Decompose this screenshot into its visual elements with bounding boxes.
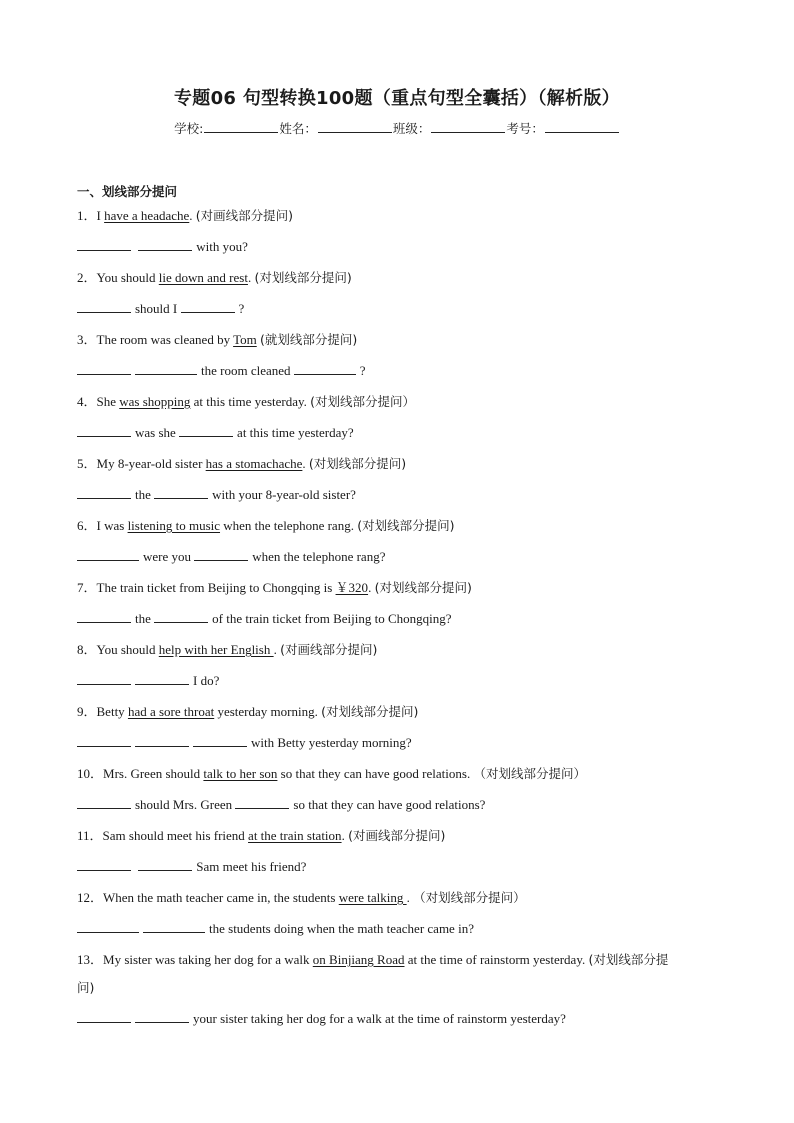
answer-1	[77, 236, 727, 267]
question-number: 8．	[77, 642, 97, 657]
answer-blank[interactable]	[77, 609, 131, 623]
instruction: (就划线部分提问)	[260, 332, 358, 347]
question-text: Betty	[96, 704, 128, 719]
underlined-phrase: listening to music	[127, 518, 221, 533]
school-blank[interactable]	[204, 120, 278, 133]
underlined-phrase: lie down and rest	[158, 270, 248, 285]
instruction: （对划线部分提问）	[413, 890, 526, 905]
answer-blank[interactable]	[193, 733, 247, 747]
instruction: (对画线部分提问)	[195, 208, 294, 223]
underlined-phrase: at the train station	[248, 828, 342, 843]
question-text: Sam should meet his friend	[102, 828, 249, 843]
answer-blank[interactable]	[77, 671, 131, 685]
answer-2	[77, 298, 727, 329]
underlined-phrase: had a sore throat	[127, 704, 215, 719]
answer-blank[interactable]	[154, 485, 208, 499]
instruction: (对画线部分提问)	[348, 828, 446, 843]
answer-blank[interactable]	[77, 237, 131, 251]
answer-text: were you	[143, 549, 192, 564]
answer-8	[77, 670, 727, 701]
answer-text: Sam meet his friend?	[196, 859, 307, 874]
question-4	[77, 391, 727, 422]
answer-6	[77, 546, 727, 577]
question-13	[77, 949, 727, 977]
underlined-phrase: ￥320	[335, 580, 369, 595]
question-list	[77, 205, 727, 1039]
answer-blank[interactable]	[235, 795, 289, 809]
answer-text: your sister taking her dog for a walk at the time of rainstorm yesterday?	[193, 1011, 566, 1026]
underlined-phrase: were talking	[338, 890, 407, 905]
answer-text: the students doing when the math teacher came in?	[209, 921, 474, 936]
exam-number-blank[interactable]	[545, 120, 619, 133]
answer-blank[interactable]	[77, 857, 131, 871]
answer-blank[interactable]	[77, 423, 131, 437]
instruction: (对画线部分提问)	[280, 642, 378, 657]
answer-text: with you?	[196, 239, 248, 254]
answer-13	[77, 1008, 727, 1039]
answer-blank[interactable]	[181, 299, 235, 313]
question-number: 6．	[77, 518, 97, 533]
answer-text: the room cleaned	[201, 363, 291, 378]
question-number: 9．	[77, 704, 97, 719]
question-text: when the telephone rang.	[220, 518, 358, 533]
answer-blank[interactable]	[138, 237, 192, 251]
question-number: 3．	[77, 332, 97, 347]
answer-blank[interactable]	[77, 547, 139, 561]
instruction: (对划线部分提问)	[321, 704, 419, 719]
question-text: yesterday morning.	[214, 704, 322, 719]
instruction: (对划线部分提问)	[254, 270, 352, 285]
question-text: I was	[96, 518, 128, 533]
school-label: 学校:	[174, 121, 204, 136]
answer-text: when the telephone rang?	[252, 549, 386, 564]
underlined-phrase: have a headache	[104, 208, 190, 223]
question-5	[77, 453, 727, 484]
question-13-continued	[77, 977, 727, 1008]
answer-text: with Betty yesterday morning?	[251, 735, 412, 750]
section-heading: 一、划线部分提问	[77, 184, 178, 199]
question-number: 4．	[77, 394, 97, 409]
question-text: Mrs. Green should	[103, 766, 204, 781]
question-text: You should	[96, 270, 159, 285]
question-1	[77, 205, 727, 236]
question-number: 5．	[77, 456, 97, 471]
answer-blank[interactable]	[77, 485, 131, 499]
student-info-line	[0, 119, 794, 137]
answer-blank[interactable]	[138, 857, 192, 871]
answer-blank[interactable]	[77, 919, 139, 933]
answer-blank[interactable]	[179, 423, 233, 437]
instruction-continued: 问)	[77, 980, 95, 995]
answer-4	[77, 422, 727, 453]
question-11	[77, 825, 727, 856]
question-text: .	[273, 642, 281, 657]
answer-text: so that they can have good relations?	[293, 797, 486, 812]
answer-text: the	[135, 611, 151, 626]
underlined-phrase: on Binjiang Road	[312, 952, 405, 967]
question-number: 2．	[77, 270, 97, 285]
question-3	[77, 329, 727, 360]
question-text: She	[96, 394, 120, 409]
class-label: 班级：	[392, 121, 431, 136]
question-number: 1．	[77, 208, 97, 223]
instruction: (对划线部分提	[588, 952, 669, 967]
answer-blank[interactable]	[135, 733, 189, 747]
question-text: I	[96, 208, 105, 223]
answer-blank[interactable]	[154, 609, 208, 623]
answer-blank[interactable]	[77, 299, 131, 313]
page-title: 专题06 句型转换100题（重点句型全囊括）（解析版）	[174, 88, 620, 109]
answer-text: should I	[135, 301, 178, 316]
class-blank[interactable]	[431, 120, 505, 133]
instruction: (对划线部分提问)	[357, 518, 455, 533]
question-text: .	[302, 456, 309, 471]
answer-blank[interactable]	[77, 795, 131, 809]
question-text: The train ticket from Beijing to Chongqing is	[96, 580, 336, 595]
answer-blank[interactable]	[194, 547, 248, 561]
instruction: (对划线部分提问）	[310, 394, 416, 409]
underlined-phrase: talk to her son	[203, 766, 278, 781]
underlined-phrase: has a stomachache	[205, 456, 303, 471]
instruction: （对划线部分提问）	[473, 766, 586, 781]
answer-3	[77, 360, 727, 391]
question-8	[77, 639, 727, 670]
question-text: at the time of rainstorm yesterday.	[404, 952, 589, 967]
answer-blank[interactable]	[143, 919, 205, 933]
question-6	[77, 515, 727, 546]
question-text: .	[368, 580, 375, 595]
question-text: .	[406, 890, 414, 905]
answer-text: of the train ticket from Beijing to Chongqing?	[212, 611, 452, 626]
question-text: When the math teacher came in, the students	[103, 890, 339, 905]
question-7	[77, 577, 727, 608]
answer-blank[interactable]	[294, 361, 356, 375]
answer-text: with your 8-year-old sister?	[212, 487, 356, 502]
answer-11	[77, 856, 727, 887]
question-2	[77, 267, 727, 298]
name-blank[interactable]	[318, 120, 392, 133]
exam-number-label: 考号：	[506, 121, 544, 136]
answer-blank[interactable]	[77, 1009, 131, 1023]
answer-text: the	[135, 487, 151, 502]
question-text: My 8-year-old sister	[96, 456, 206, 471]
name-label: 姓名：	[279, 121, 317, 136]
question-number: 13．	[77, 952, 104, 967]
instruction: (对划线部分提问)	[308, 456, 407, 471]
question-text: .	[189, 208, 196, 223]
question-text: so that they can have good relations.	[277, 766, 474, 781]
question-number: 12．	[77, 890, 104, 905]
answer-10	[77, 794, 727, 825]
question-text: .	[341, 828, 349, 843]
question-number: 7．	[77, 580, 97, 595]
question-text: .	[247, 270, 255, 285]
answer-blank[interactable]	[77, 361, 131, 375]
answer-text: should Mrs. Green	[135, 797, 233, 812]
answer-blank[interactable]	[77, 733, 131, 747]
question-number: 10．	[77, 766, 104, 781]
question-12	[77, 887, 727, 918]
question-text: at this time yesterday.	[190, 394, 311, 409]
answer-blank[interactable]	[135, 1009, 189, 1023]
question-number: 11．	[77, 828, 103, 843]
underlined-phrase: Tom	[233, 332, 257, 347]
question-text: The room was cleaned by	[96, 332, 234, 347]
question-text: My sister was taking her dog for a walk	[103, 952, 313, 967]
answer-blank[interactable]	[135, 671, 189, 685]
answer-text: ?	[238, 301, 245, 316]
answer-text: ?	[359, 363, 366, 378]
answer-12	[77, 918, 727, 949]
answer-text: was she	[135, 425, 176, 440]
question-text: You should	[96, 642, 159, 657]
answer-blank[interactable]	[135, 361, 197, 375]
question-10	[77, 763, 727, 794]
answer-7	[77, 608, 727, 639]
question-9	[77, 701, 727, 732]
underlined-phrase: was shopping	[119, 394, 191, 409]
answer-5	[77, 484, 727, 515]
answer-text: at this time yesterday?	[237, 425, 354, 440]
underlined-phrase: help with her English	[158, 642, 274, 657]
answer-text: I do?	[193, 673, 220, 688]
answer-9	[77, 732, 727, 763]
instruction: (对划线部分提问)	[374, 580, 472, 595]
